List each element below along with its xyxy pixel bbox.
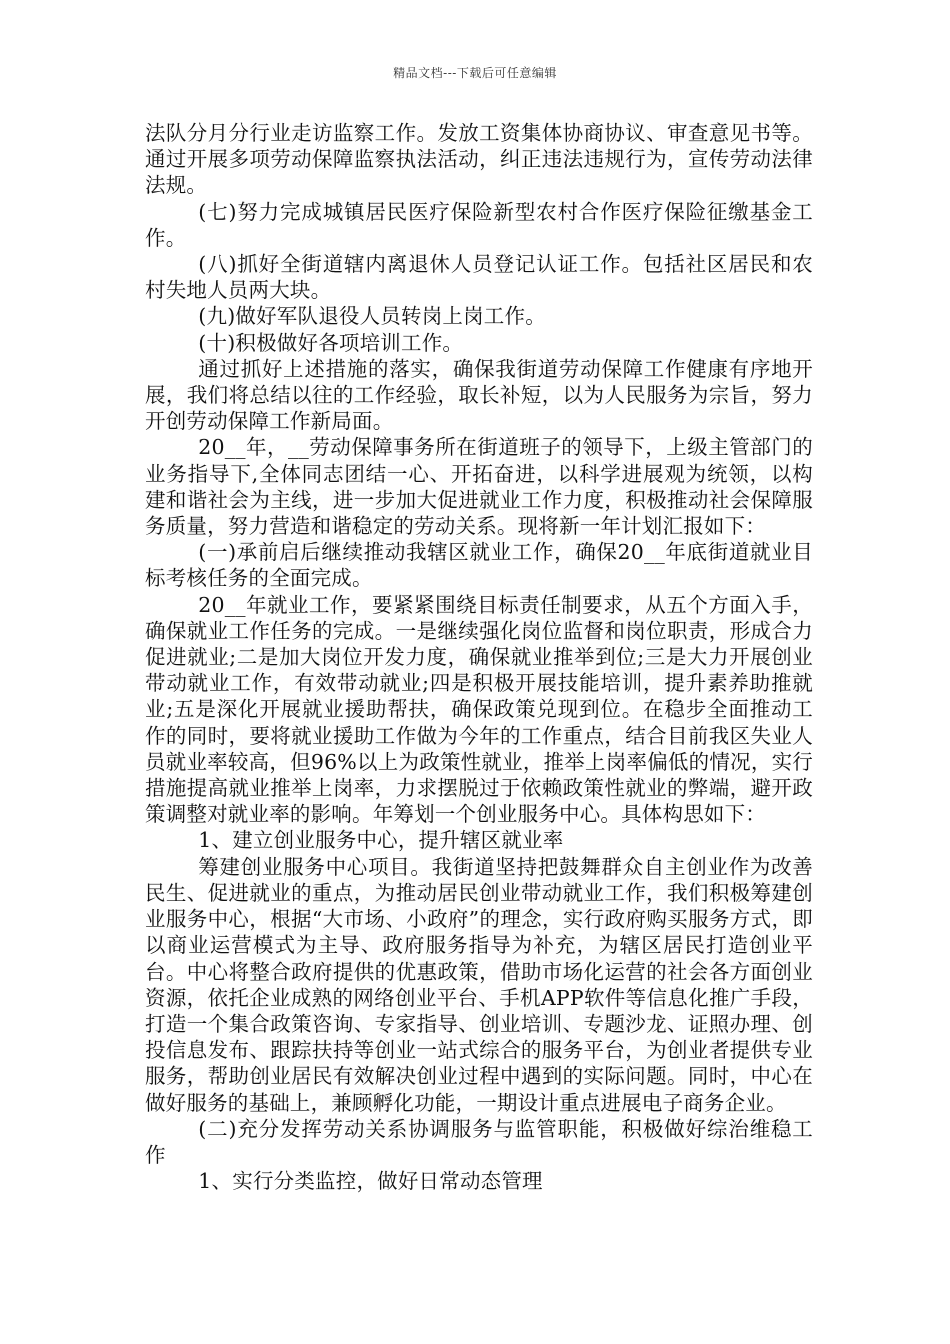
paragraph-subheading-1: 1、建立创业服务中心，提升辖区就业率 [198, 828, 564, 853]
paragraph-item-9: (九)做好军队退役人员转岗上岗工作。 [198, 304, 546, 329]
document-body [145, 120, 813, 1194]
paragraph-service-center: 筹建创业服务中心项目。我街道坚持把鼓舞群众自主创业作为改善民生、促进就业的重点，为推动居民创业带动就业工作，我们积极筹建创业服务中心，根据“大市场、小政府”的理念，实行政府购买服务方式，即以商业运营模式为主导、政府服务指导为补充，为辖区居民打造创业平台。中心将整合政府提供的优惠政策，借助市场化运营的社会各方面创业资源，依托企业成熟的网络创业平台、手机APP软件等信息化推广手段，打造一个集合政策咨询、专家指导、创业培训、专题沙龙、证照办理、创投信息发布、跟踪扶持等创业一站式综合的服务平台，为创业者提供专业服务，帮助创业居民有效解决创业过程中遇到的实际问题。同时，中心在做好服务的基础上，兼顾孵化功能，一期设计重点进展电子商务企业。 [145, 854, 813, 1115]
paragraph-section-1: (一)承前启后继续推动我辖区就业工作，确保20__年底街道就业目标考核任务的全面完成。 [145, 540, 813, 591]
paragraph-section-2: (二)充分发挥劳动关系协调服务与监管职能，积极做好综治维稳工作 [145, 1116, 813, 1167]
paragraph-item-10: (十)积极做好各项培训工作。 [198, 330, 464, 355]
paragraph-continuation: 法队分月分行业走访监察工作。发放工资集体协商协议、审查意见书等。通过开展多项劳动保障监察执法活动，纠正违法违规行为，宣传劳动法律法规。 [145, 121, 813, 198]
paragraph-employment: 20__年就业工作，要紧紧围绕目标责任制要求，从五个方面入手，确保就业工作任务的完成。一是继续强化岗位监督和岗位职责，形成合力促进就业;二是加大岗位开发力度，确保就业推举到位;三是大力开展创业带动就业工作，有效带动就业;四是积极开展技能培训，提升素养助推就业;五是深化开展就业援助帮扶，确保政策兑现到位。在稳步全面推动工作的同时，要将就业援助工作做为今年的工作重点，结合目前我区失业人员就业率较高，但96%以上为政策性就业，推举上岗率偏低的情况，实行措施提高就业推举上岗率，力求摆脱过于依赖政策性就业的弊端，避开政策调整对就业率的影响。年筹划一个创业服务中心。具体构思如下： [145, 592, 813, 827]
paragraph-summary: 通过抓好上述措施的落实，确保我街道劳动保障工作健康有序地开展，我们将总结以往的工作经验，取长补短，以为人民服务为宗旨，努力开创劳动保障工作新局面。 [145, 356, 813, 434]
paragraph-item-7: (七)努力完成城镇居民医疗保险新型农村合作医疗保险征缴基金工作。 [145, 199, 813, 250]
paragraph-subheading-2: 1、实行分类监控，做好日常动态管理 [198, 1169, 543, 1194]
paragraph-intro: 20__年，__劳动保障事务所在街道班子的领导下，上级主管部门的业务指导下,全体同志团结一心、开拓奋进，以科学进展观为统领，以构建和谐社会为主线，进一步加大促进就业工作力度，积极推动社会保障服务质量，努力营造和谐稳定的劳动关系。现将新一年计划汇报如下： [145, 435, 813, 539]
paragraph-item-8: (八)抓好全街道辖内离退休人员登记认证工作。包括社区居民和农村失地人员两大块。 [145, 252, 813, 303]
page-header: 精品文档---下载后可任意编辑 [393, 66, 557, 80]
